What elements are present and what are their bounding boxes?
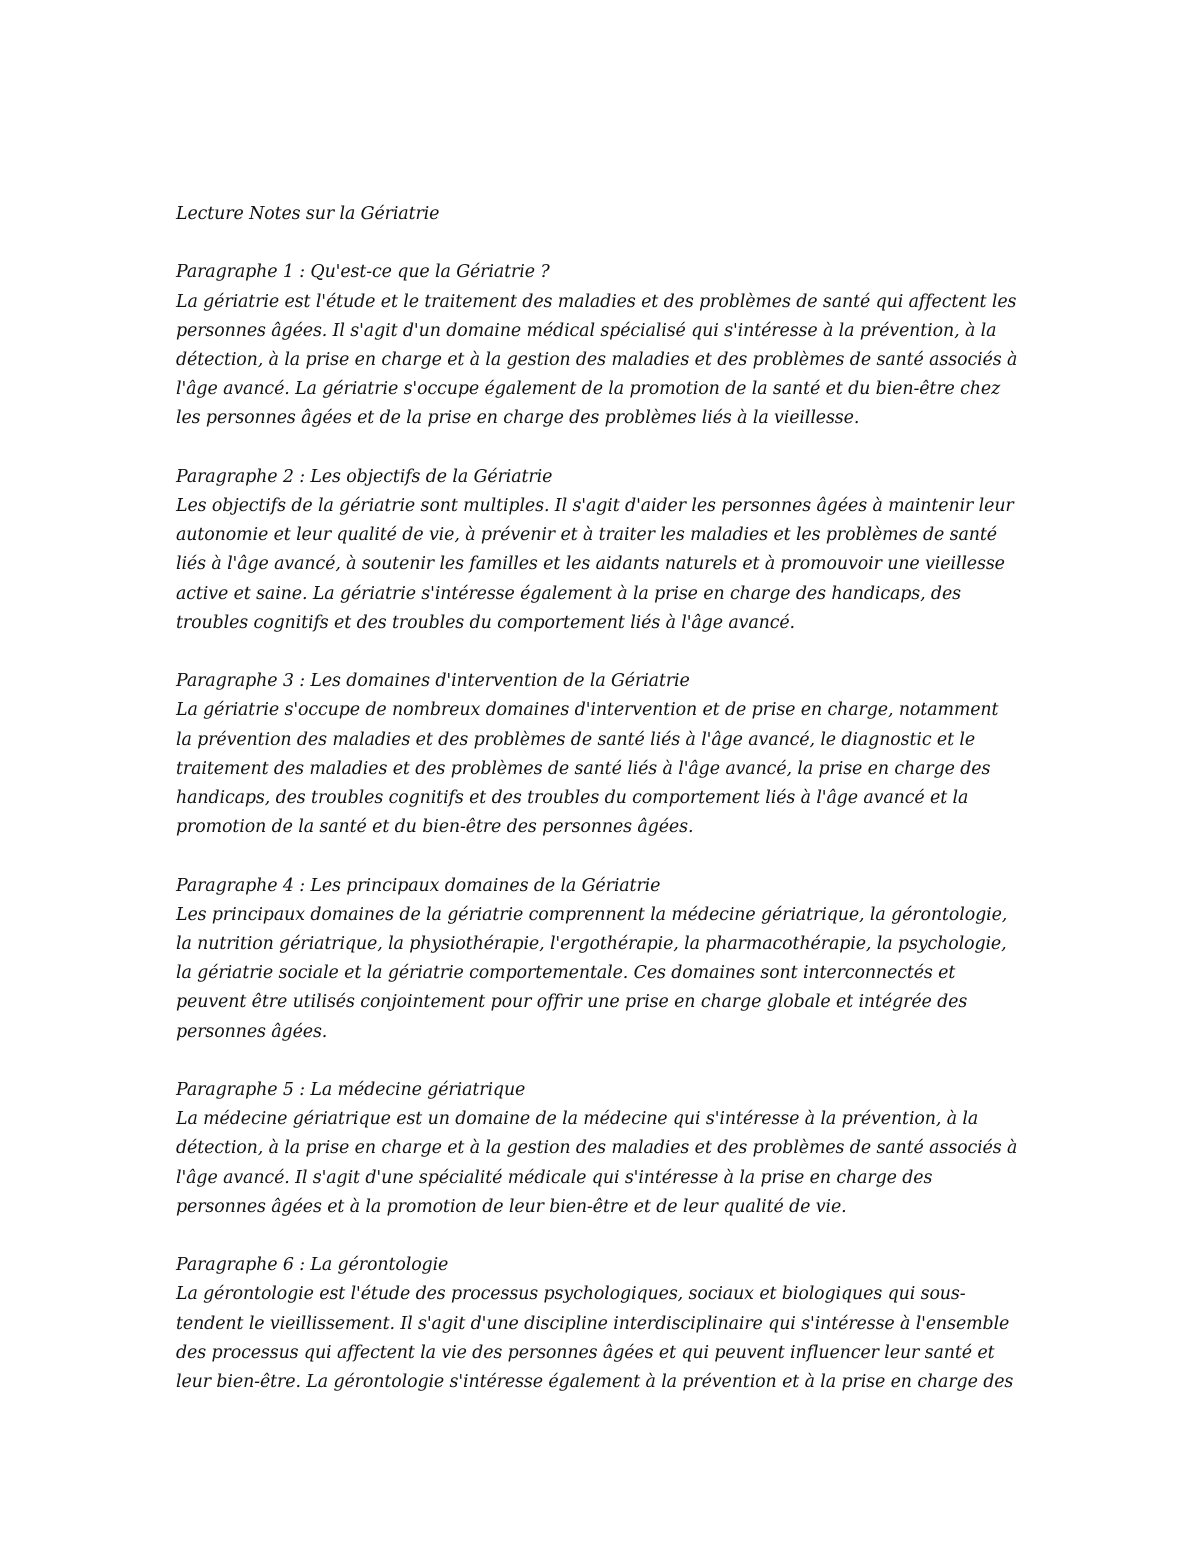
paragraph-text-line: La gériatrie s'occupe de nombreux domaines d'intervention et de prise en charge, notamment xyxy=(176,700,999,721)
paragraph-text-line: personnes âgées et à la promotion de leur bien-être et de leur qualité de vie. xyxy=(176,1196,847,1217)
paragraph-text-line: la nutrition gériatrique, la physiothérapie, l'ergothérapie, la pharmacothérapie, la psychologie, xyxy=(176,934,1007,955)
paragraph-text-line: liés à l'âge avancé, à soutenir les familles et les aidants naturels et à promouvoir une vieillesse xyxy=(176,554,1005,575)
paragraph-text-line: l'âge avancé. Il s'agit d'une spécialité médicale qui s'intéresse à la prise en charge des xyxy=(176,1167,933,1188)
paragraph-text-line: les personnes âgées et de la prise en charge des problèmes liés à la vieillesse. xyxy=(176,408,860,429)
paragraph-section xyxy=(176,258,1036,433)
paragraph-text-line: La gériatrie est l'étude et le traitement des maladies et des problèmes de santé qui affectent les xyxy=(176,291,1017,312)
paragraph-text-line: personnes âgées. xyxy=(176,1021,328,1042)
paragraph-heading: Paragraphe 3 : Les domaines d'intervention de la Gériatrie xyxy=(176,671,690,692)
paragraph-section xyxy=(176,1251,1036,1397)
sections-container xyxy=(176,258,1036,1397)
paragraph-section xyxy=(176,463,1036,638)
paragraph-text-line: La médecine gériatrique est un domaine de la médecine qui s'intéresse à la prévention, à la xyxy=(176,1109,979,1130)
paragraph-text-line: active et saine. La gériatrie s'intéresse également à la prise en charge des handicaps, des xyxy=(176,583,961,604)
paragraph-heading: Paragraphe 2 : Les objectifs de la Gériatrie xyxy=(176,466,553,487)
paragraph-text-line: La gérontologie est l'étude des processus psychologiques, sociaux et biologiques qui sous- xyxy=(176,1284,966,1305)
paragraph-text-line: personnes âgées. Il s'agit d'un domaine médical spécialisé qui s'intéresse à la prévention, à la xyxy=(176,320,997,341)
paragraph-text-line: promotion de la santé et du bien-être des personnes âgées. xyxy=(176,817,694,838)
paragraph-text-line: l'âge avancé. La gériatrie s'occupe également de la promotion de la santé et du bien-être chez xyxy=(176,379,1001,400)
paragraph-text-line: Les objectifs de la gériatrie sont multiples. Il s'agit d'aider les personnes âgées à maintenir leur xyxy=(176,496,1014,516)
paragraph-text-line: autonomie et leur qualité de vie, à prévenir et à traiter les maladies et les problèmes de santé xyxy=(176,525,997,546)
paragraph-text-line: la gériatrie sociale et la gériatrie comportementale. Ces domaines sont interconnectés et xyxy=(176,963,956,984)
paragraph-text-line: détection, à la prise en charge et à la gestion des maladies et des problèmes de santé associés à xyxy=(176,350,1018,370)
paragraph-text-line: traitement des maladies et des problèmes de santé liés à l'âge avancé, la prise en charge des xyxy=(176,758,991,779)
paragraph-text-line: handicaps, des troubles cognitifs et des troubles du comportement liés à l'âge avancé et la xyxy=(176,788,969,809)
paragraph-text-line: Les principaux domaines de la gériatrie comprennent la médecine gériatrique, la gérontologie, xyxy=(176,904,1008,925)
paragraph-text-line: peuvent être utilisés conjointement pour offrir une prise en charge globale et intégrée des xyxy=(176,992,968,1013)
paragraph-heading: Paragraphe 1 : Qu'est-ce que la Gériatrie ? xyxy=(176,262,550,283)
document-body xyxy=(176,200,1036,1397)
paragraph-heading: Paragraphe 5 : La médecine gériatrique xyxy=(176,1080,526,1101)
paragraph-text-line: leur bien-être. La gérontologie s'intéresse également à la prévention et à la prise en charge des xyxy=(176,1372,1014,1393)
paragraph-section xyxy=(176,667,1036,842)
paragraph-section xyxy=(176,872,1036,1047)
paragraph-section xyxy=(176,1076,1036,1222)
paragraph-text-line: détection, à la prise en charge et à la gestion des maladies et des problèmes de santé associés à xyxy=(176,1138,1018,1159)
paragraph-heading: Paragraphe 4 : Les principaux domaines de la Gériatrie xyxy=(176,875,661,896)
document-title: Lecture Notes sur la Gériatrie xyxy=(176,204,440,224)
paragraph-text-line: la prévention des maladies et des problèmes de santé liés à l'âge avancé, le diagnostic et le xyxy=(176,729,976,750)
paragraph-text-line: troubles cognitifs et des troubles du comportement liés à l'âge avancé. xyxy=(176,612,795,633)
paragraph-text-line: tendent le vieillissement. Il s'agit d'une discipline interdisciplinaire qui s'intéresse à l'ensemble xyxy=(176,1313,1010,1334)
paragraph-text-line: des processus qui affectent la vie des personnes âgées et qui peuvent influencer leur santé et xyxy=(176,1342,995,1363)
paragraph-heading: Paragraphe 6 : La gérontologie xyxy=(176,1255,449,1276)
